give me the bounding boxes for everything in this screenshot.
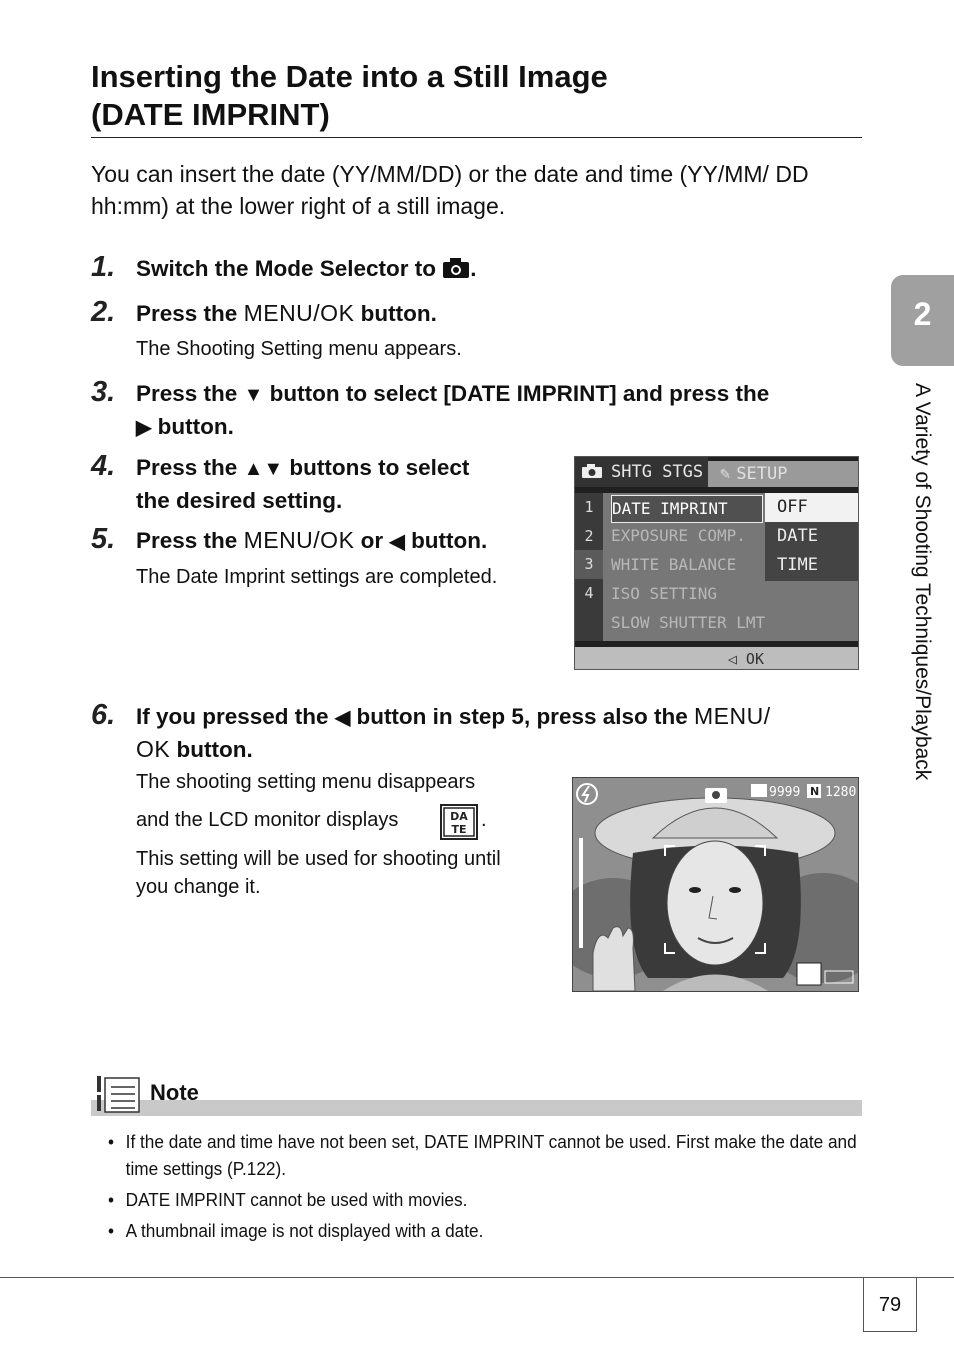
step-6-sub1: The shooting setting menu disappears [136, 771, 476, 793]
footer-divider [0, 1277, 954, 1278]
step-2-text [136, 298, 856, 329]
tab1-label: SHTG STGS [611, 462, 704, 482]
chapter-title [907, 383, 937, 873]
portrait-illustration [573, 778, 858, 991]
note-icon [95, 1075, 143, 1115]
step-6-post: button. [170, 737, 253, 762]
chapter-number: 2 [913, 296, 932, 332]
option-time: TIME [777, 555, 818, 575]
step-4-text [136, 452, 556, 516]
step-6-text [136, 701, 866, 765]
tab-setup [708, 461, 859, 487]
step-6-sub2 [136, 806, 398, 835]
step-3-mid: button to select [DATE IMPRINT] and press the [263, 381, 770, 406]
menu-page-3: 3 [575, 550, 603, 579]
left-arrow-icon: ◀ [334, 707, 351, 729]
note-header-bar [91, 1100, 862, 1116]
step-1-pre: Switch the Mode Selector to [136, 256, 443, 281]
step-3-number: 3. [91, 376, 116, 408]
step-2-pre: Press the [136, 301, 244, 326]
menu-ok-label: MENU/OK [243, 300, 355, 326]
date-icon-top: DA [450, 810, 468, 823]
step-5-mid: or [354, 528, 390, 553]
tab2-label: SETUP [736, 464, 788, 484]
image-size: 1280 [825, 785, 857, 800]
menu-page-2: 2 [584, 526, 594, 545]
step-2-sub: The Shooting Setting menu appears. [136, 338, 462, 360]
down-arrow-icon: ▼ [243, 384, 264, 406]
menu-page-numbers [575, 493, 603, 641]
lcd-menu-screen [574, 456, 859, 670]
ok-label: OK [136, 736, 171, 762]
step-6-number: 6. [91, 699, 116, 731]
title-divider [91, 137, 862, 138]
page-number: 79 [878, 1294, 902, 1316]
step-4-number: 4. [91, 450, 116, 482]
date-icon-bottom: TE [451, 823, 467, 836]
step-3-pre: Press the [136, 381, 244, 406]
lcd-photo-preview [572, 777, 859, 992]
chapter-title-text: A Variety of Shooting Techniques/Playback [911, 383, 934, 781]
menu-page-4: 4 [584, 583, 594, 602]
note-item: • A thumbnail image is not displayed with a date. [108, 1217, 879, 1244]
note-item: • If the date and time have not been set, DATE IMPRINT cannot be used. First make the date and time settings (P.122). [108, 1128, 879, 1182]
page-title [91, 58, 861, 134]
camera-icon [442, 257, 470, 279]
step-4-post: buttons to select [283, 455, 470, 480]
step-6-sub3a: This setting will be used for shooting until [136, 848, 501, 870]
menu-page-1: 1 [584, 498, 594, 516]
step-2-number: 2. [91, 296, 116, 328]
step-6-mid: button in step 5, press also the [350, 704, 695, 729]
step-3-post: button. [151, 414, 234, 439]
step-5-sub: The Date Imprint settings are completed. [136, 566, 498, 588]
shots-remaining: 9999 [769, 785, 801, 800]
lcd-footer-ok: ◁ OK [575, 647, 859, 670]
setup-icon: ✎ [720, 464, 731, 484]
step-4-pre: Press the [136, 455, 244, 480]
right-arrow-icon: ▶ [136, 417, 152, 439]
option-off: OFF [765, 493, 859, 522]
title-line-2: (DATE IMPRINT) [91, 97, 330, 132]
step-6-sub3b: you change it. [136, 876, 261, 898]
step-5-pre: Press the [136, 528, 244, 553]
step-1-text [136, 253, 856, 284]
title-line-1: Inserting the Date into a Still Image [91, 59, 608, 94]
menu-ok-label: MENU/OK [243, 527, 355, 553]
step-2-post: button. [354, 301, 437, 326]
step-6-sub2-text: and the LCD monitor displays [136, 809, 399, 831]
menu-label: MENU/ [694, 703, 771, 729]
tab-shooting-settings [575, 457, 708, 487]
up-down-arrow-icon: ▲▼ [243, 458, 284, 480]
camera-icon [581, 463, 603, 479]
step-5-text [136, 525, 566, 558]
step-6-pre: If you pressed the [136, 704, 335, 729]
left-arrow-icon: ◀ [389, 531, 405, 553]
option-date: DATE [777, 526, 818, 546]
menu-item-exposure-comp: EXPOSURE COMP. [611, 526, 746, 545]
step-5-number: 5. [91, 523, 116, 555]
menu-item-slow-shutter: SLOW SHUTTER LMT [611, 613, 766, 632]
lcd-date-icon [797, 963, 821, 985]
step-4-line2: the desired setting. [136, 488, 343, 513]
date-imprint-icon [440, 804, 478, 840]
note-list [108, 1128, 858, 1248]
step-1-post: . [470, 256, 477, 281]
step-1-number: 1. [91, 251, 116, 283]
intro-paragraph: You can insert the date (YY/MM/DD) or the date and time (YY/MM/ DD hh:mm) at the lower right of a still image. [91, 161, 809, 219]
note-label: Note [150, 1080, 199, 1105]
menu-item-date-imprint: DATE IMPRINT [611, 495, 763, 523]
step-5-post: button. [404, 528, 488, 553]
note-item: • DATE IMPRINT cannot be used with movies. [108, 1186, 879, 1213]
step-3-text [136, 378, 866, 444]
menu-item-white-balance: WHITE BALANCE [611, 555, 737, 574]
step-6-sub2-end: . [481, 809, 487, 831]
quality-indicator: N [810, 785, 820, 798]
date-imprint-options [765, 493, 859, 581]
menu-item-iso-setting: ISO SETTING [611, 584, 717, 603]
